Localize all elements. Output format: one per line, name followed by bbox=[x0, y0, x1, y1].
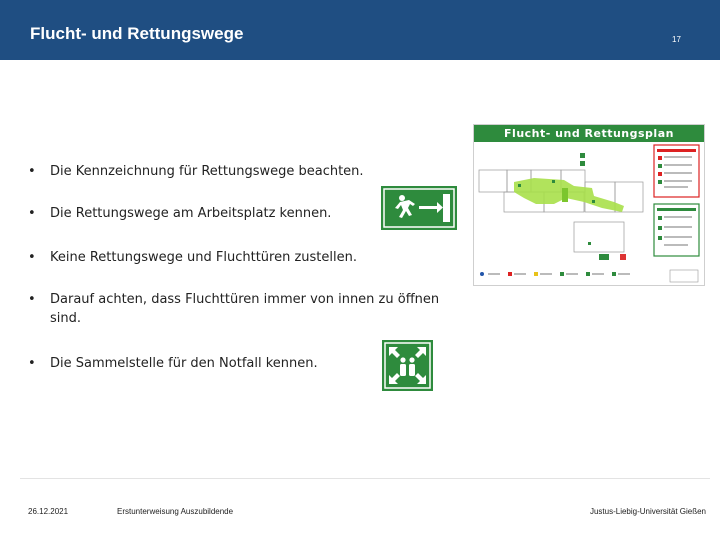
bullet-text: Darauf achten, dass Fluchttüren immer von innen zu öffnen sind. bbox=[50, 292, 440, 326]
bullet-marker: • bbox=[28, 164, 36, 179]
bullet-marker: • bbox=[28, 356, 36, 371]
slide-title: Flucht- und Rettungswege bbox=[30, 24, 244, 43]
footer-center-text: Erstunterweisung Auszubildende bbox=[117, 507, 234, 516]
emergency-exit-icon bbox=[381, 186, 457, 230]
footer-institution: Justus-Liebig-Universität Gießen bbox=[589, 507, 706, 516]
assembly-point-icon bbox=[382, 340, 433, 391]
escape-plan-image bbox=[473, 124, 705, 286]
footer-divider bbox=[20, 478, 710, 479]
slide-header bbox=[0, 0, 720, 60]
bullet-text: Die Rettungswege am Arbeitsplatz kennen. bbox=[50, 206, 332, 221]
escape-plan-title: Flucht- und Rettungsplan bbox=[474, 125, 704, 142]
footer-date: 26.12.2021 bbox=[28, 507, 69, 516]
floor-plan-drawing bbox=[474, 142, 704, 285]
bullet-marker: • bbox=[28, 206, 36, 221]
bullet-marker: • bbox=[28, 292, 36, 307]
bullet-text: Die Kennzeichnung für Rettungswege beachten. bbox=[50, 164, 364, 179]
bullet-marker: • bbox=[28, 250, 36, 265]
page-number: 17 bbox=[672, 35, 681, 44]
bullet-text: Keine Rettungswege und Fluchttüren zustellen. bbox=[50, 250, 357, 265]
bullet-text: Die Sammelstelle für den Notfall kennen. bbox=[50, 356, 318, 371]
